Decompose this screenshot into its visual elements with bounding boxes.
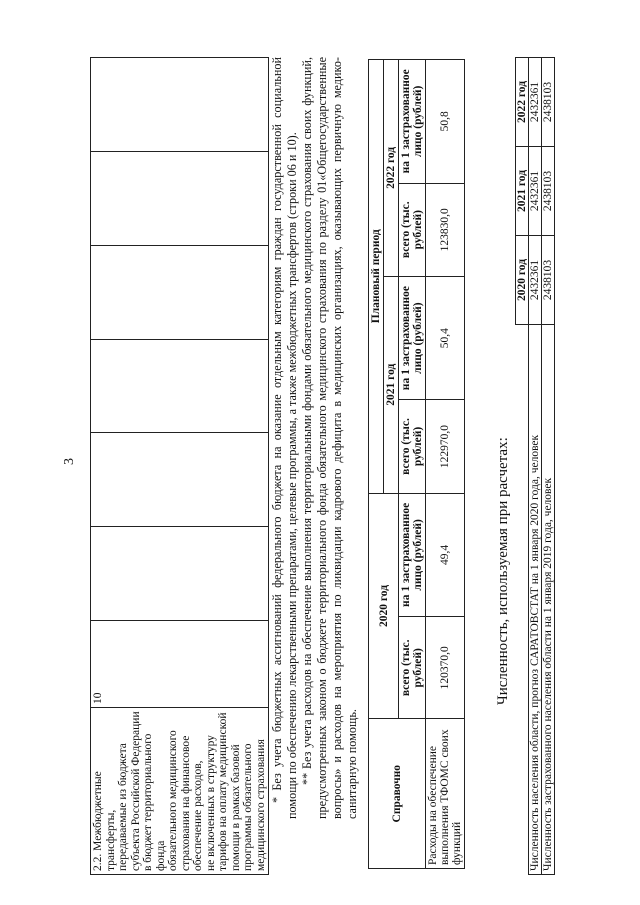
description-line: помощи в рамках базовой (229, 744, 242, 871)
header-year-2022: 2022 год (384, 60, 399, 277)
value-cell: 120370,0 (426, 617, 465, 719)
empty-cell (91, 527, 269, 621)
footnote-first: * Без учета бюджетных ассигнований федерального бюджета на оказание отдельным категориям граждан государственной социальной помощи по обеспечению лекарственными препаратами, целевые программы, а также межбюджетных трансфертов (строки 06 и 10). (270, 57, 299, 819)
table-header-row (516, 58, 529, 875)
description-line: субъекта Российской Федерации (129, 711, 142, 871)
header-total: всего (тыс. рублей) (399, 617, 426, 719)
header-total: всего (тыс. рублей) (399, 400, 426, 493)
value-cell: 50,4 (426, 276, 465, 400)
empty-cell (91, 339, 269, 433)
empty-cell (91, 433, 269, 527)
description-line: не включенных в структуру (204, 735, 217, 871)
description-line: в бюджет территориального фонда (142, 733, 167, 871)
population-title: Численность, используемая при расчетах: (495, 437, 511, 705)
header-empty (516, 325, 529, 875)
description-line: страхования на финансовое (179, 735, 192, 871)
footnote-second: ** Без учета расходов на обеспечение выполнения территориальными фондами обязательного медицинского страхования своих функций, предусмотренных законом о бюджете территориального фонда обязательного медицинского страхования по разделу 01«Общегосударственные вопросы» и расходов на мероприятия по ликвидации кадрового дефицита в медицинских организациях, оказывающих первичную медико-санитарную помощь. (300, 57, 359, 819)
header-year-2021: 2021 год (384, 276, 399, 493)
value-cell: 123830,0 (426, 183, 465, 276)
table-row (529, 58, 542, 875)
description-line: медицинского страхования (254, 739, 267, 871)
header-year-2020: 2020 год (369, 493, 399, 719)
value-cell: 2432361 (529, 147, 542, 236)
table-row (426, 60, 465, 869)
empty-cell (91, 151, 269, 245)
description-line: обязательного медицинского (167, 730, 179, 871)
header-per-insured: на 1 застрахованное лицо (рублей) (399, 493, 426, 617)
empty-cell (91, 245, 269, 339)
description-line: обеспечение расходов, (192, 760, 204, 871)
population-table (515, 57, 555, 875)
value-cell: 2438103 (542, 236, 555, 325)
header-per-insured: на 1 застрахованное лицо (рублей) (399, 60, 426, 184)
table-header-row (369, 60, 384, 869)
description-line: программы обязательного (242, 743, 254, 871)
row-label: Расходы на обеспечение выполнения ТФОМС своих функций (426, 719, 465, 869)
table-row (542, 58, 555, 875)
header-reference: Справочно (369, 719, 426, 869)
page-number: 3 (62, 458, 77, 465)
empty-cell (91, 58, 269, 152)
row-label: Численность населения области, прогноз САРАТОВСТАТ на 1 января 2020 года, человек (529, 325, 542, 875)
description-line: тарифов на оплату медицинской (217, 712, 229, 871)
header-planned-period: Плановый период (369, 60, 384, 494)
description-line: передаваемые из бюджета (117, 743, 129, 871)
value-cell: 2438103 (542, 147, 555, 236)
header-year: 2022 год (516, 58, 529, 147)
header-total: всего (тыс. рублей) (399, 183, 426, 276)
footnotes (270, 57, 360, 819)
reference-table (368, 59, 465, 869)
transfers-description-cell (91, 708, 269, 875)
transfers-table (90, 57, 269, 875)
row-label: Численность застрахованного населения области на 1 января 2019 года, человек (542, 325, 555, 875)
value-cell: 2432361 (529, 236, 542, 325)
description-line: 2.2. Межбюджетные трансферты, (92, 771, 117, 871)
header-per-insured: на 1 застрахованное лицо (рублей) (399, 276, 426, 400)
row-code-cell: 10 (91, 621, 269, 708)
value-cell: 2438103 (542, 58, 555, 147)
value-cell: 122970,0 (426, 400, 465, 493)
table-row (91, 58, 269, 875)
value-cell: 49,4 (426, 493, 465, 617)
value-cell: 50,8 (426, 60, 465, 184)
header-year: 2020 год (516, 236, 529, 325)
header-year: 2021 год (516, 147, 529, 236)
value-cell: 2432361 (529, 58, 542, 147)
